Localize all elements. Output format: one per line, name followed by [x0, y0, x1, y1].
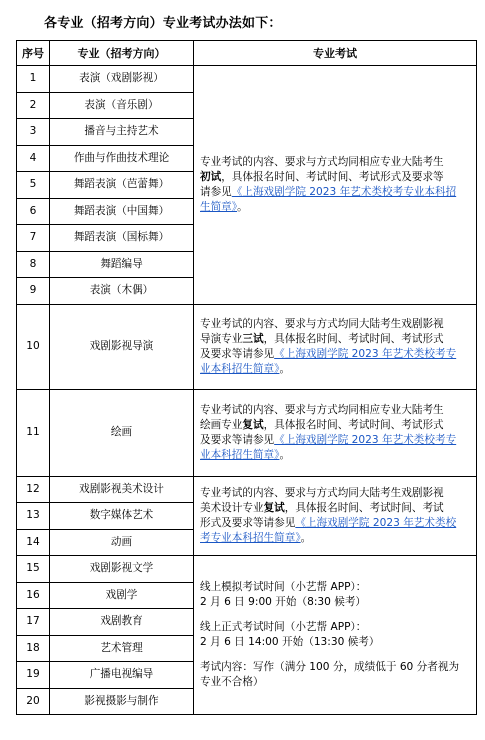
row-number: 17	[17, 609, 50, 636]
row-major: 动画	[50, 529, 194, 556]
admission-guide-link[interactable]: 《上海戏剧学院 2023 年艺术类校	[295, 516, 457, 529]
row-number: 5	[17, 172, 50, 199]
row-major: 舞蹈表演（国标舞）	[50, 225, 194, 252]
exam-method-table	[16, 40, 477, 715]
row-number: 13	[17, 503, 50, 530]
row-major: 戏剧影视文学	[50, 556, 194, 583]
exam-cell-group-2: 专业考试的内容、要求与方式均同大陆考生戏剧影视 导演专业三试，具体报名时间、考试时间、考试形式 及要求等请参见《上海戏剧学院 2023 年艺术类校考专 业本科招生简章》。	[194, 304, 477, 389]
formal-exam-time: 2 月 6 日 14:00 开始（13:30 候考）	[200, 636, 380, 648]
row-major: 艺术管理	[50, 635, 194, 662]
row-number: 7	[17, 225, 50, 252]
row-major: 舞蹈编导	[50, 251, 194, 278]
table-header-row	[17, 41, 477, 66]
exam-cell-group-5	[194, 556, 477, 715]
row-major: 广播电视编导	[50, 662, 194, 689]
row-number: 11	[17, 389, 50, 476]
row-major: 舞蹈表演（芭蕾舞）	[50, 172, 194, 199]
header-major: 专业（招考方向）	[50, 41, 194, 66]
admission-guide-link-cont[interactable]: 生简章》	[200, 200, 238, 213]
exam-cell-group-1: 专业考试的内容、要求与方式均同相应专业大陆考生 初试，具体报名时间、考试时间、考试形式及要求等 请参见《上海戏剧学院 2023 年艺术类校考专业本科招 生简章》。	[194, 66, 477, 305]
section-heading: 各专业（招考方向）专业考试办法如下：	[44, 16, 282, 31]
exam-content-cont: 专业不合格）	[200, 676, 264, 688]
admission-guide-link-cont[interactable]: 业本科招生简章》	[200, 362, 280, 375]
row-number: 16	[17, 582, 50, 609]
row-number: 3	[17, 119, 50, 146]
row-major: 表演（戏剧影视）	[50, 66, 194, 93]
table-row	[17, 66, 477, 93]
table-row	[17, 304, 477, 389]
header-seq: 序号	[17, 41, 50, 66]
exam-cell-group-4: 专业考试的内容、要求与方式均同大陆考生戏剧影视 美术设计专业复试，具体报名时间、考试时间、考试 形式及要求等请参见《上海戏剧学院 2023 年艺术类校 考专业本科招生简章》。	[194, 476, 477, 556]
row-number: 2	[17, 92, 50, 119]
row-major: 数字媒体艺术	[50, 503, 194, 530]
mock-exam-time: 2 月 6 日 9:00 开始（8:30 候考）	[200, 596, 367, 608]
row-major: 表演（音乐剧）	[50, 92, 194, 119]
formal-exam-title: 线上正式考试时间（小艺帮 APP）：	[200, 621, 367, 633]
row-number: 15	[17, 556, 50, 583]
row-major: 戏剧学	[50, 582, 194, 609]
row-major: 播音与主持艺术	[50, 119, 194, 146]
row-major: 影视摄影与制作	[50, 688, 194, 715]
row-major: 戏剧影视导演	[50, 304, 194, 389]
admission-guide-link-cont[interactable]: 业本科招生简章》	[200, 448, 280, 461]
table-row	[17, 556, 477, 583]
exam-content: 考试内容：写作（满分 100 分，成绩低于 60 分者视为	[200, 661, 460, 673]
row-number: 1	[17, 66, 50, 93]
exam-cell-group-3: 专业考试的内容、要求与方式均同相应专业大陆考生 绘画专业复试，具体报名时间、考试时间、考试形式 及要求等请参见《上海戏剧学院 2023 年艺术类校考专 业本科招生简章》。	[194, 389, 477, 476]
row-number: 9	[17, 278, 50, 305]
row-major: 戏剧教育	[50, 609, 194, 636]
row-number: 19	[17, 662, 50, 689]
table-row	[17, 476, 477, 503]
row-number: 20	[17, 688, 50, 715]
row-number: 18	[17, 635, 50, 662]
table-row	[17, 389, 477, 476]
row-major: 作曲与作曲技术理论	[50, 145, 194, 172]
admission-guide-link-cont[interactable]: 考专业本科招生简章》	[200, 531, 301, 544]
admission-guide-link[interactable]: 《上海戏剧学院 2023 年艺术类校考专业本科招	[231, 185, 457, 198]
row-number: 8	[17, 251, 50, 278]
admission-guide-link[interactable]: 《上海戏剧学院 2023 年艺术类校考专	[274, 347, 457, 360]
header-exam: 专业考试	[194, 41, 477, 66]
row-number: 10	[17, 304, 50, 389]
row-number: 12	[17, 476, 50, 503]
row-major: 表演（木偶）	[50, 278, 194, 305]
admission-guide-link[interactable]: 《上海戏剧学院 2023 年艺术类校考专	[274, 433, 457, 446]
row-major: 舞蹈表演（中国舞）	[50, 198, 194, 225]
mock-exam-title: 线上模拟考试时间（小艺帮 APP）：	[200, 581, 367, 593]
row-major: 戏剧影视美术设计	[50, 476, 194, 503]
row-number: 4	[17, 145, 50, 172]
row-number: 14	[17, 529, 50, 556]
row-number: 6	[17, 198, 50, 225]
row-major: 绘画	[50, 389, 194, 476]
